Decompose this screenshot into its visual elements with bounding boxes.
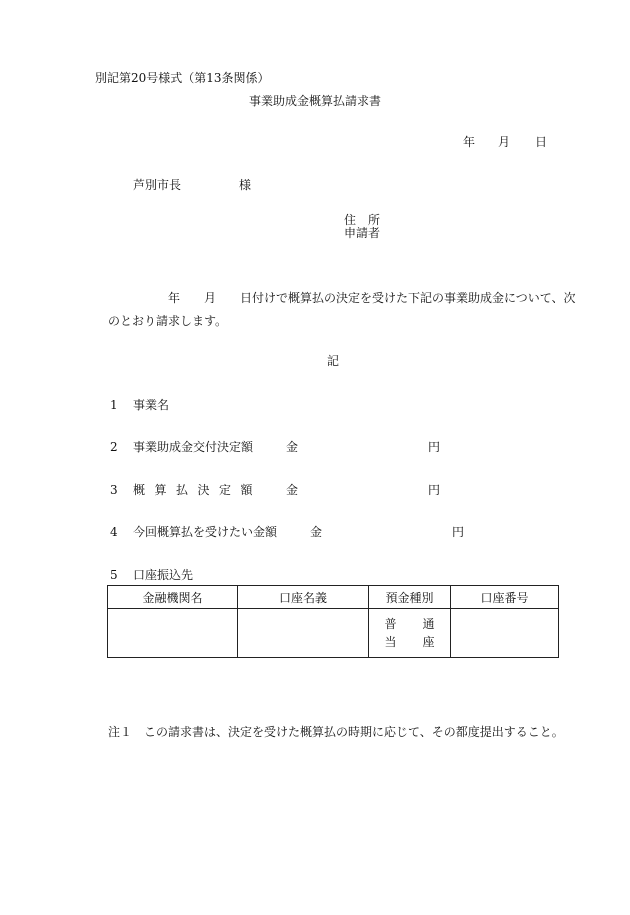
- item-yen-label: 円: [428, 440, 441, 454]
- note-text: この請求書は、決定を受けた概算払の時期に応じて、その都度提出すること。: [144, 725, 564, 739]
- document-title: 事業助成金概算払請求書: [248, 94, 381, 108]
- item-label-project-name: 事業名: [133, 398, 170, 412]
- body-text-line2: のとおり請求します。: [108, 314, 228, 328]
- item-label-advance-amount: 概算払決定額: [133, 483, 263, 497]
- item-label-bank-transfer: 口座振込先: [133, 568, 194, 582]
- header-deposit-type: 預金種別: [369, 586, 451, 609]
- applicant-label: 申請者: [344, 226, 381, 240]
- deposit-type-cell: [369, 609, 451, 658]
- item-number: 2: [110, 440, 118, 454]
- bank-account-table: [107, 585, 559, 658]
- addressee-name: 芦別市長: [133, 178, 182, 192]
- table-row: [108, 609, 559, 658]
- address-label: 住 所: [344, 213, 381, 227]
- body-text-line1: [168, 291, 576, 305]
- item-kin-label: 金: [310, 525, 323, 539]
- item-number: 5: [110, 568, 118, 582]
- item-number: 4: [110, 525, 118, 539]
- item-yen-label: 円: [452, 525, 465, 539]
- item-label-grant-amount: 事業助成金交付決定額: [133, 440, 254, 454]
- header-account-number: 口座番号: [451, 586, 559, 609]
- body-line1-text: 日付けで概算払の決定を受けた下記の事業助成金について、次: [240, 291, 576, 305]
- item-number: 3: [110, 483, 118, 497]
- body-month-label: 月: [204, 291, 217, 305]
- applicant-block: [344, 214, 380, 240]
- item-yen-label: 円: [428, 483, 441, 497]
- account-holder-cell[interactable]: [238, 609, 369, 658]
- date-month-label: 月: [498, 135, 511, 149]
- header-account-holder: 口座名義: [238, 586, 369, 609]
- account-type-current: 当座: [384, 635, 435, 649]
- date-year-label: 年: [463, 135, 476, 149]
- body-year-label: 年: [168, 291, 181, 305]
- date-day-label: 日: [535, 135, 548, 149]
- account-type-ordinary: 普通: [384, 617, 435, 631]
- account-number-cell[interactable]: [451, 609, 559, 658]
- table-header-row: [108, 586, 559, 609]
- bank-name-cell[interactable]: [108, 609, 238, 658]
- addressee-honorific: 様: [239, 178, 252, 192]
- form-number: 別記第20号様式（第13条関係）: [95, 71, 270, 85]
- item-kin-label: 金: [286, 440, 299, 454]
- item-kin-label: 金: [286, 483, 299, 497]
- footnote: [108, 725, 564, 739]
- item-number: 1: [110, 398, 118, 412]
- header-bank-name: 金融機関名: [108, 586, 238, 609]
- ki-heading: 記: [327, 354, 340, 368]
- item-label-requested-amount: 今回概算払を受けたい金額: [133, 525, 278, 539]
- note-label: 注１: [108, 725, 133, 739]
